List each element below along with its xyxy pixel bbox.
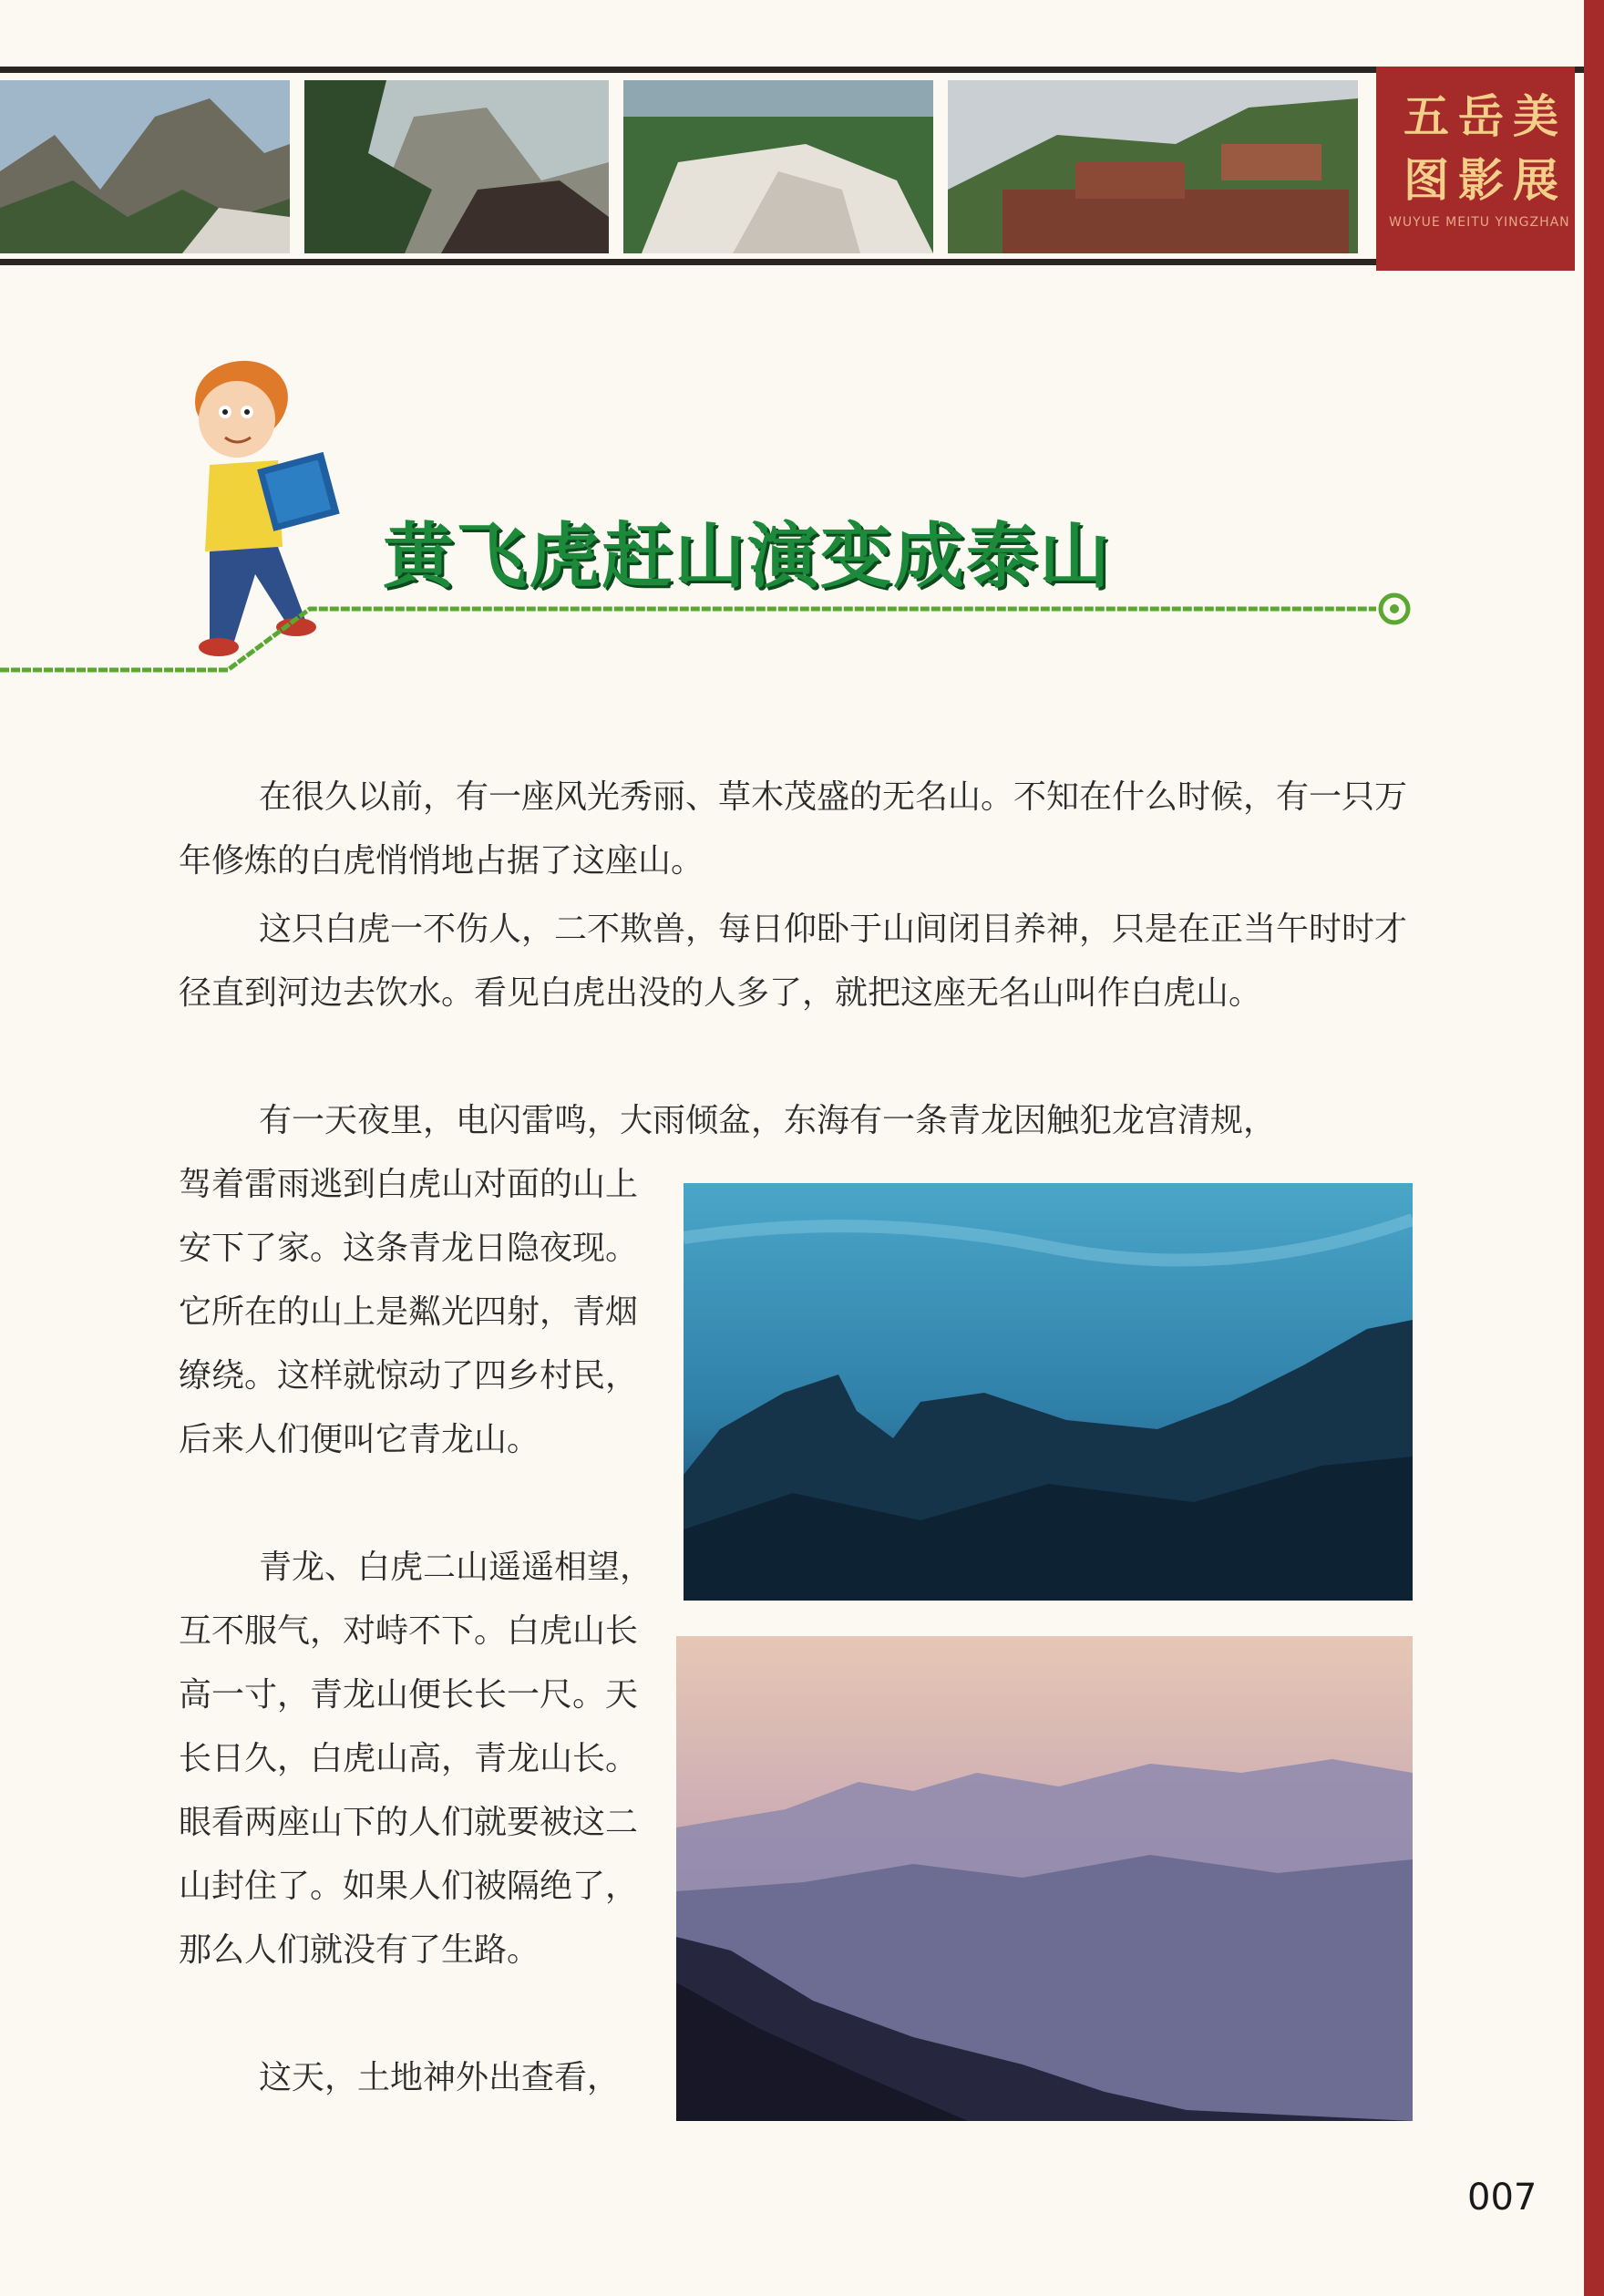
header-photo-waterfall [623,80,933,253]
photo-blue-mountain-rocks [684,1183,1413,1601]
header-photo-mountain-rocks [0,80,290,253]
paragraph-3-continued: 驾着雷雨逃到白虎山对面的山上安下了家。这条青龙日隐夜现。它所在的山上是粼光四射，青烟缭绕。这样就惊动了四乡村民，后来人们便叫它青龙山。 [179,1166,639,1458]
paragraph-5: 这天，土地神外出查看， [259,2059,621,2096]
paragraph-3: 有一天夜里，电闪雷鸣，大雨倾盆，东海有一条青龙因触犯龙宫清规， [259,1102,1277,1139]
series-subtitle: WUYUE MEITU YINGZHAN [1389,215,1570,230]
series-title: 五岳美图影展 [1404,89,1568,207]
header-rule-bottom [0,259,1376,265]
page-number: 007 [1467,2177,1537,2219]
title-underline [0,592,1440,693]
series-label-box [1376,67,1575,271]
paragraph-4: 青龙、白虎二山遥遥相望，互不服气，对峙不下。白虎山长高一寸，青龙山便长长一尺。天长日久，白虎山高，青龙山长。眼看两座山下的人们就要被这二山封住了。如果人们被隔绝了，那么人们就没有了生路。 [179,1549,653,1969]
photo-misty-mountain-range [676,1636,1413,2121]
header-rule-top [0,67,1604,73]
chapter-title: 黄飞虎赶山演变成泰山 [383,516,1113,598]
paragraph-1: 在很久以前，有一座风光秀丽、草木茂盛的无名山。不知在什么时候，有一只万年修炼的白虎悄悄地占据了这座山。 [179,778,1408,880]
paragraph-2: 这只白虎一不伤人，二不欺兽，每日仰卧于山间闭目养神，只是在正当午时时才径直到河边去饮水。看见白虎出没的人多了，就把这座无名山叫作白虎山。 [179,911,1408,1012]
header-photo-strip [0,80,1367,253]
header-photo-temple-complex [948,80,1358,253]
page-edge-band [1584,0,1604,2296]
header-photo-temple-roof [304,80,609,253]
